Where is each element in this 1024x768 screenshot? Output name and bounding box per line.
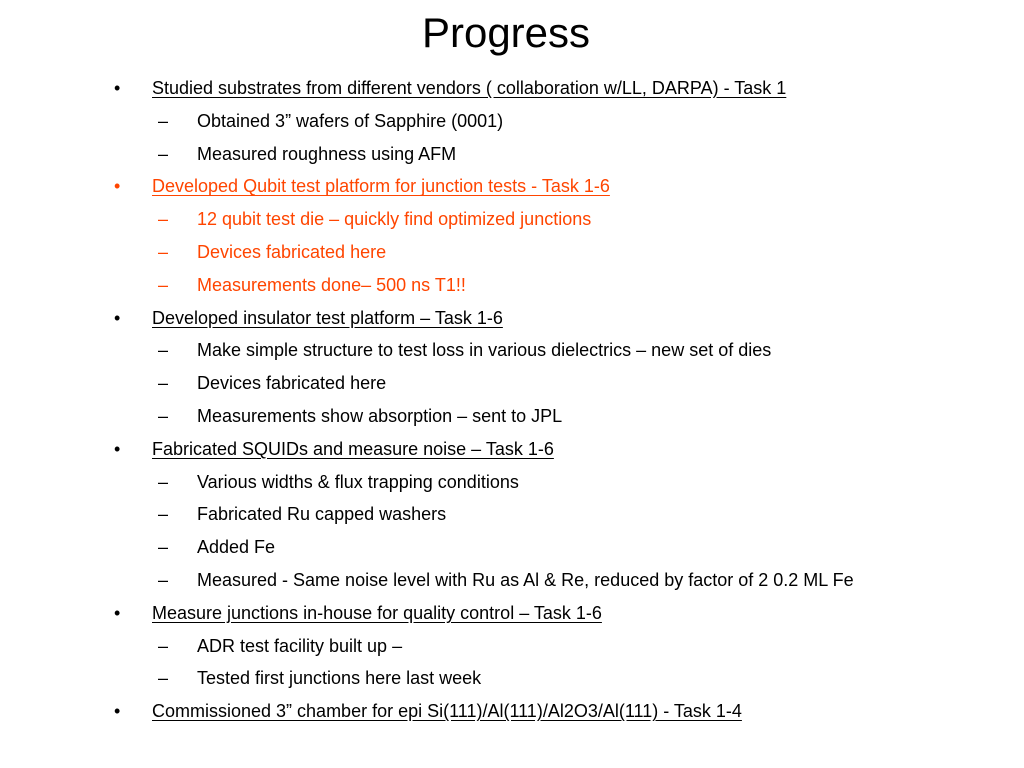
bullet-text: Added Fe bbox=[197, 537, 276, 558]
bullet-text: Studied substrates from different vendors ( collaboration w/LL, DARPA) - Task 1 bbox=[152, 78, 787, 98]
bullet-text: Developed insulator test platform – Task 1-6 bbox=[152, 307, 503, 328]
bullet-text: Developed Qubit test platform for junction tests - Task 1-6 bbox=[152, 176, 610, 197]
bullet-dash-icon: – bbox=[158, 537, 169, 558]
bullet-dash-icon: – bbox=[158, 110, 169, 131]
sub-bullet-item bbox=[112, 236, 1012, 269]
bullet-text: Measure junctions in-house for quality control – Task 1-6 bbox=[152, 602, 602, 623]
sub-bullet-item bbox=[112, 630, 1012, 663]
bullet-text: Commissioned 3” chamber for epi Si(111)/Al(111)/Al2O3/Al(111) - Task 1-4 bbox=[152, 701, 742, 722]
bullet-text: Measured - Same noise level with Ru as Al & Re, reduced by factor of 2 0.2 ML Fe bbox=[197, 569, 854, 590]
sub-bullet-item bbox=[112, 138, 1012, 171]
bullet-dash-icon: – bbox=[158, 209, 169, 230]
sub-bullet-item bbox=[112, 367, 1012, 400]
bullet-dash-icon: – bbox=[158, 504, 169, 525]
bullet-text: Fabricated Ru capped washers bbox=[197, 504, 447, 525]
bullet-dot-icon: • bbox=[114, 438, 121, 459]
bullet-dot-icon: • bbox=[114, 602, 121, 623]
bullet-dash-icon: – bbox=[158, 668, 169, 689]
bullet-text: ADR test facility built up – bbox=[197, 635, 403, 656]
sub-bullet-item bbox=[112, 269, 1012, 302]
bullet-dash-icon: – bbox=[158, 274, 169, 295]
bullet-item bbox=[112, 170, 1012, 203]
bullet-item bbox=[112, 695, 1012, 728]
bullet-text: Obtained 3” wafers of Sapphire (0001) bbox=[197, 110, 504, 131]
bullet-dash-icon: – bbox=[158, 635, 169, 656]
bullet-text: Devices fabricated here bbox=[197, 373, 387, 394]
bullet-list bbox=[112, 72, 1012, 728]
bullet-dash-icon: – bbox=[158, 569, 169, 590]
sub-bullet-item bbox=[112, 400, 1012, 433]
bullet-text: 12 qubit test die – quickly find optimized junctions bbox=[197, 209, 592, 230]
sub-bullet-item bbox=[112, 466, 1012, 499]
bullet-text: Measured roughness using AFM bbox=[197, 143, 457, 164]
slide-title: Progress bbox=[421, 9, 591, 56]
bullet-dash-icon: – bbox=[158, 143, 169, 164]
bullet-dot-icon: • bbox=[114, 701, 121, 722]
sub-bullet-item bbox=[112, 334, 1012, 367]
bullet-item bbox=[112, 72, 1012, 105]
bullet-item bbox=[112, 433, 1012, 466]
bullet-text: Measurements done– 500 ns T1!! bbox=[197, 274, 466, 295]
bullet-text: Make simple structure to test loss in various dielectrics – new set of dies bbox=[197, 340, 772, 361]
bullet-text: Devices fabricated here bbox=[197, 241, 387, 262]
bullet-text: Fabricated SQUIDs and measure noise – Task 1-6 bbox=[152, 438, 554, 459]
bullet-text: Tested first junctions here last week bbox=[197, 668, 482, 689]
sub-bullet-item bbox=[112, 105, 1012, 138]
bullet-dash-icon: – bbox=[158, 471, 169, 492]
bullet-dash-icon: – bbox=[158, 340, 169, 361]
bullet-text: Various widths & flux trapping conditions bbox=[197, 471, 519, 492]
bullet-dash-icon: – bbox=[158, 405, 169, 426]
bullet-dot-icon: • bbox=[114, 78, 121, 98]
sub-bullet-item bbox=[112, 531, 1012, 564]
bullet-item bbox=[112, 597, 1012, 630]
bullet-dot-icon: • bbox=[114, 176, 121, 197]
bullet-text: Measurements show absorption – sent to JPL bbox=[197, 405, 563, 426]
sub-bullet-item bbox=[112, 203, 1012, 236]
sub-bullet-item bbox=[112, 564, 1012, 597]
bullet-dash-icon: – bbox=[158, 373, 169, 394]
bullet-item bbox=[112, 302, 1012, 335]
bullet-dash-icon: – bbox=[158, 241, 169, 262]
sub-bullet-item bbox=[112, 498, 1012, 531]
sub-bullet-item bbox=[112, 662, 1012, 695]
bullet-dot-icon: • bbox=[114, 307, 121, 328]
